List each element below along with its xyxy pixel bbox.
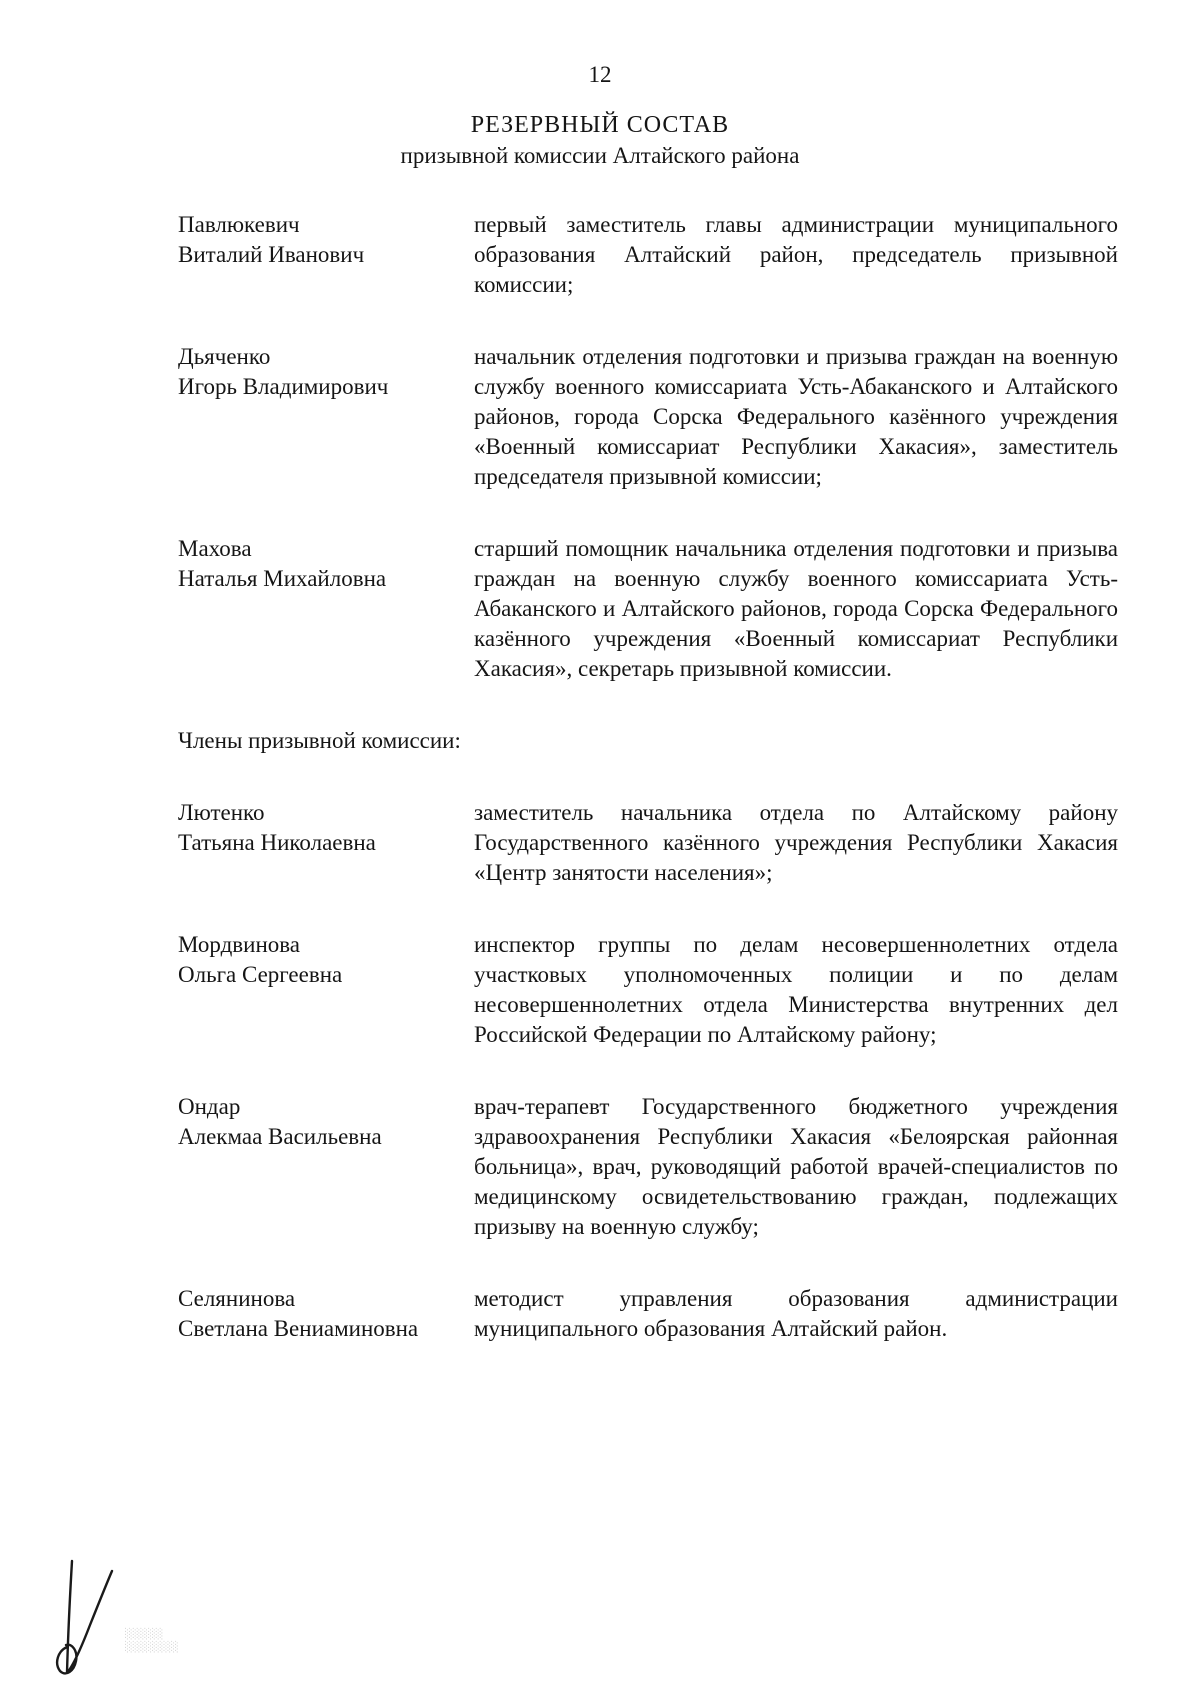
person-given-name: Наталья Михайловна: [178, 566, 387, 591]
signature-icon: [50, 1555, 120, 1680]
person-name: [178, 534, 474, 594]
person-surname: Ондар: [178, 1094, 241, 1119]
list-item: [178, 534, 1118, 684]
list-item: [178, 1092, 1118, 1242]
person-given-name: Татьяна Николаевна: [178, 830, 376, 855]
commission-list: [178, 210, 1118, 1344]
list-item: [178, 1284, 1118, 1344]
page-number: 12: [588, 62, 612, 87]
person-name: [178, 930, 474, 990]
person-given-name: Виталий Иванович: [178, 242, 365, 267]
person-given-name: Игорь Владимирович: [178, 374, 389, 399]
person-surname: Лютенко: [178, 800, 265, 825]
list-item: [178, 798, 1118, 888]
document-subtitle: призывной комиссии Алтайского района: [400, 143, 800, 168]
person-given-name: Алекмаа Васильевна: [178, 1124, 382, 1149]
person-name: [178, 798, 474, 858]
list-item: [178, 342, 1118, 492]
list-item: [178, 930, 1118, 1050]
person-surname: Павлюкевич: [178, 212, 300, 237]
person-role: первый заместитель главы администрации муниципального образования Алтайский район, председатель призывной комиссии;: [474, 212, 1118, 297]
list-item: [178, 210, 1118, 300]
person-role: старший помощник начальника отделения подготовки и призыва граждан на военную службу военного комиссариата Усть-Абаканского и Алтайского районов, города Сорска Федерального казённого учреждения «Военный комиссариат Республики Хакасия», секретарь призывной комиссии.: [474, 536, 1118, 681]
document-title: РЕЗЕРВНЫЙ СОСТАВ: [470, 112, 730, 138]
person-given-name: Ольга Сергеевна: [178, 962, 343, 987]
person-given-name: Светлана Вениаминовна: [178, 1316, 419, 1341]
person-surname: Селянинова: [178, 1286, 296, 1311]
person-role: начальник отделения подготовки и призыва граждан на военную службу военного комиссариата Усть-Абаканского и Алтайского районов, города Сорска Федерального казённого учреждения «Военный комиссариат Республики Хакасия», заместитель председателя призывной комиссии;: [474, 344, 1118, 489]
person-name: [178, 1092, 474, 1152]
person-surname: Мордвинова: [178, 932, 301, 957]
person-name: [178, 1284, 474, 1344]
person-role: врач-терапевт Государственного бюджетного учреждения здравоохранения Республики Хакасия «Белоярская районная больница», врач, руководящий работой врачей-специалистов по медицинскому освидетельствованию граждан, подлежащих призыву на военную службу;: [474, 1094, 1118, 1239]
person-role: заместитель начальника отдела по Алтайскому району Государственного казённого учреждения Республики Хакасия «Центр занятости населения»;: [474, 800, 1118, 885]
person-name: [178, 210, 474, 270]
faint-stamp-mark: ░░░░░ ░░░░░░░: [125, 1629, 179, 1653]
person-role: инспектор группы по делам несовершеннолетних отдела участковых уполномоченных полиции и по делам несовершеннолетних отдела Министерства внутренних дел Российской Федерации по Алтайскому району;: [474, 932, 1118, 1047]
person-surname: Махова: [178, 536, 252, 561]
person-role: методист управления образования администрации муниципального образования Алтайский район.: [474, 1286, 1118, 1341]
person-surname: Дьяченко: [178, 344, 271, 369]
person-name: [178, 342, 474, 402]
members-section-label: Члены призывной комиссии:: [178, 728, 461, 753]
